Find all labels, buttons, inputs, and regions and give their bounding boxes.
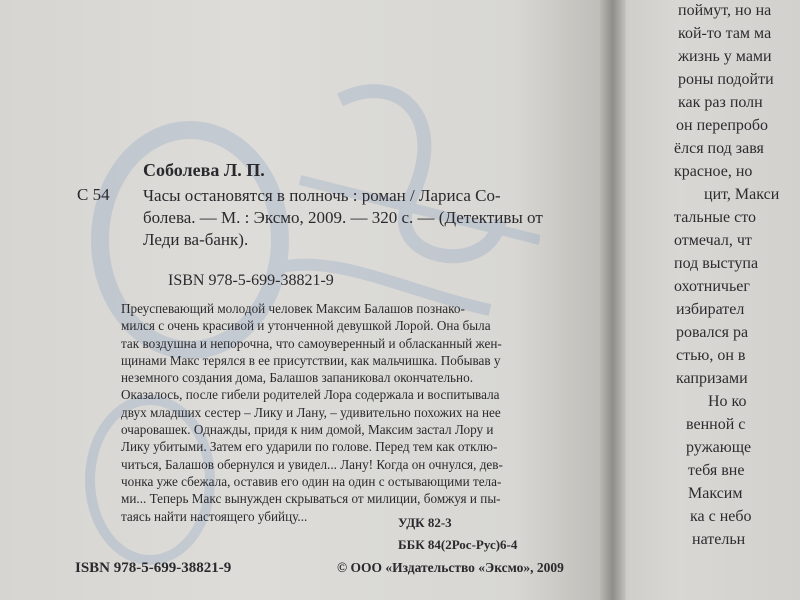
right-page [626, 0, 800, 600]
right-page-line: ка с небо [690, 508, 752, 525]
annotation-line: очаровашек. Однажды, придя к ним домой, Максим застал Лору и [121, 422, 494, 438]
isbn-bottom: ISBN 978-5-699-38821-9 [75, 560, 232, 576]
right-page-line: капризами [676, 370, 748, 387]
book-annotation [121, 300, 601, 525]
annotation-line: щинами Макс терялся в ее присутствии, как мальчишка. Побывав у [121, 352, 501, 368]
right-page-line: тебя вне [688, 462, 745, 479]
book-author: Соболева Л. П. [143, 160, 265, 180]
right-page-line: избирател [676, 301, 745, 318]
book-gutter [600, 0, 628, 600]
right-page-line: нательн [692, 531, 746, 548]
catalog-code: С 54 [77, 185, 110, 204]
isbn-top: ISBN 978-5-699-38821-9 [168, 272, 334, 289]
annotation-line: двух младших сестер – Лику и Лану, – удивительно похожих на нее [121, 404, 501, 420]
right-page-line: как раз полн [678, 94, 763, 111]
right-page-line: охотничьег [674, 278, 750, 295]
annotation-line: чонка уже сбежала, оставив его один на один с остывающими тела- [121, 473, 502, 489]
right-page-line: тальные сто [674, 209, 757, 226]
annotation-line: таясь найти настоящего убийцу... [121, 508, 308, 524]
bibliographic-line: Часы остановятся в полночь : роман / Лариса Со- [143, 186, 501, 205]
right-page-line: роны подойти [678, 71, 774, 88]
udc-classification: УДК 82-3 [398, 515, 452, 530]
right-page-line: Максим [688, 485, 743, 502]
bibliographic-line: Леди ва-банк). [143, 230, 249, 249]
right-page-line: жизнь у мами [678, 48, 772, 65]
bibliographic-description [143, 185, 588, 251]
annotation-line: мился с очень красивой и утонченной девушкой Лорой. Она была [121, 318, 491, 334]
right-page-line: он перепробо [676, 117, 769, 134]
right-page-line: стью, он в [676, 347, 746, 364]
copyright-notice: © ООО «Издательство «Эксмо», 2009 [337, 560, 564, 575]
right-page-text [626, 0, 800, 600]
right-page-line: ёлся под завя [674, 140, 764, 157]
right-page-line: отмечал, чт [674, 232, 752, 249]
right-page-line: цит, Макси [704, 186, 780, 203]
right-page-line: венной с [686, 416, 746, 433]
right-page-line: Но ко [708, 393, 747, 410]
right-page-line: под выступа [674, 255, 759, 272]
right-page-line: кой-то там ма [678, 25, 772, 42]
bibliographic-line: болева. — М. : Эксмо, 2009. — 320 с. — (Детективы от [143, 208, 543, 227]
annotation-line: ми... Теперь Макс вынужден скрываться от милиции, бомжуя и пы- [121, 491, 501, 507]
right-page-line: ровался ра [676, 324, 749, 341]
right-page-line: поймут, но на [678, 2, 772, 19]
bbk-classification: ББК 84(2Рос-Рус)6-4 [398, 537, 518, 552]
annotation-line: Оказалось, после гибели родителей Лора содержала и воспитывала [121, 387, 500, 403]
right-page-line: красное, но [674, 163, 753, 180]
annotation-line: читься, Балашов обернулся и увидел... Лану! Когда он очнулся, дев- [121, 456, 503, 472]
annotation-line: так воздушна и непорочна, что самоуверенный и обласканный жен- [121, 335, 502, 351]
annotation-line: Лику убитыми. Затем его ударили по голове. Перед тем как отклю- [121, 439, 498, 455]
annotation-line: неземного создания дома, Балашов запаниковал окончательно. [121, 370, 473, 386]
annotation-line: Преуспевающий молодой человек Максим Балашов познако- [121, 301, 465, 316]
right-page-line: ружающе [686, 439, 752, 456]
